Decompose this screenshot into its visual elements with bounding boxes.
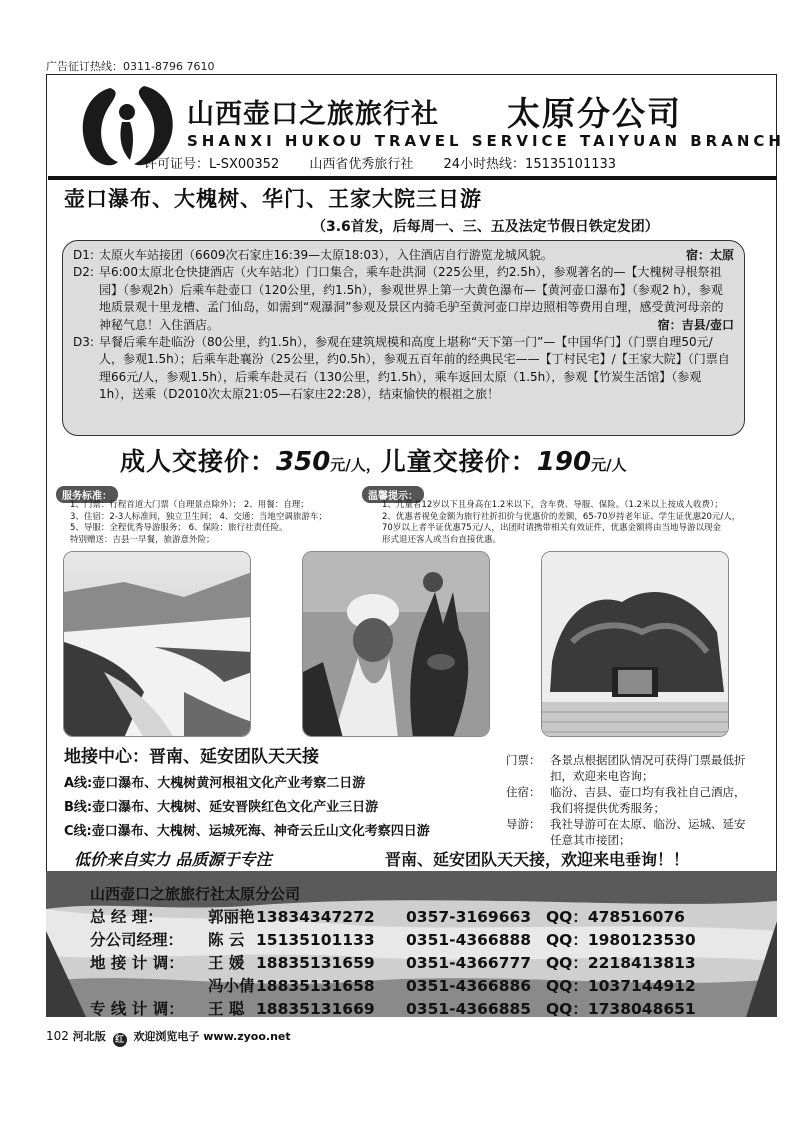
local-info	[506, 752, 756, 848]
page-footer	[46, 1028, 291, 1047]
child-price-label: 儿童交接价：	[380, 447, 537, 476]
header-rule	[48, 176, 777, 180]
day-stay: 宿：太原	[685, 248, 734, 262]
child-price-value: 190	[536, 447, 592, 477]
contact-phone: 0357-3169663	[406, 908, 532, 926]
info-key: 住宿：	[506, 785, 541, 799]
warm-tips	[382, 500, 752, 546]
contact-role: 分公司经理：	[90, 931, 184, 949]
local-center-title: 地接中心：晋南、延安团队天天接	[64, 747, 319, 767]
itinerary-box	[62, 240, 745, 436]
service-tag: 服务标准：	[56, 486, 118, 503]
contact-phone: 0351-4366886	[406, 977, 532, 995]
elder-donkey-photo	[302, 551, 490, 737]
itinerary-day	[73, 247, 734, 264]
contact-panel	[46, 871, 777, 1017]
info-value: 我社导游可在太原、临汾、运城、延安任意其市接团；	[550, 817, 746, 847]
info-key: 门票：	[506, 753, 541, 767]
branch-name-cn: 太原分公司	[507, 94, 682, 133]
contact-company: 山西壶口之旅旅行社太原分公司	[90, 885, 301, 903]
honor-text: 山西省优秀旅行社	[309, 157, 414, 172]
day-stay: 宿：吉县/壶口	[657, 317, 734, 332]
magazine-logo-icon: 红	[113, 1033, 127, 1047]
day-label: D3:	[73, 335, 94, 350]
tips-line: 1、儿童者12岁以下且身高在1.2米以下，含车费、导服、保险。（1.2米以上按成人收费）；	[382, 500, 723, 510]
slogan-left: 低价来自实力 品质源于专注	[74, 850, 272, 869]
itinerary-day	[73, 264, 734, 334]
contact-qq: QQ：478516076	[546, 908, 685, 926]
contact-row	[90, 998, 696, 1017]
info-row	[506, 816, 756, 848]
contact-name: 郭丽艳	[208, 908, 255, 926]
service-standards	[70, 500, 360, 546]
service-line: 3、住宿：2-3人标准间，独立卫生间； 4、交通：当地空调旅游车；	[70, 511, 327, 522]
info-key: 导游：	[506, 817, 541, 831]
tips-line: 70岁以上者半证优惠75元/人，出团时请携带相关有效证件，优惠金额将由当地导游以现金	[382, 523, 721, 533]
contact-row	[90, 975, 696, 998]
tour-title: 壶口瀑布、大槐树、华门、王家大院三日游	[64, 187, 482, 211]
service-line: 5、导服：全程优秀导游服务； 6、保险：旅行社责任险。	[70, 523, 288, 533]
tips-tag: 温馨提示：	[362, 486, 424, 503]
contact-mobile: 18835131658	[256, 977, 375, 995]
contact-name: 陈 云	[208, 931, 245, 949]
info-value: 临汾、吉县、壶口均有我社自己酒店，我们将提供优秀服务；	[550, 785, 746, 815]
page-number: 102	[46, 1029, 69, 1043]
contact-name: 王 聪	[208, 1000, 245, 1017]
tips-line: 形式退还客人或当台直接优惠。	[382, 534, 502, 545]
day-text: 太原火车站接团（6609次石家庄16:39—太原18:03），入住酒店自行游览龙城风貌。	[99, 248, 553, 262]
edition-label: 河北版	[72, 1030, 106, 1043]
info-value: 各景点根据团队情况可获得门票最低折扣，欢迎来电咨询；	[550, 753, 746, 783]
adult-price-value: 350	[276, 447, 331, 477]
tour-subtitle: （3.6首发，后每周一、三、五及法定节假日铁定发团）	[312, 219, 659, 235]
service-line: 特别赠送：吉县一早餐，旅游意外险；	[70, 534, 215, 545]
route-line: B线:壶口瀑布、大槐树、延安晋陕红色文化产业三日游	[64, 800, 379, 815]
contact-row	[90, 952, 696, 975]
contact-qq: QQ：2218413813	[546, 954, 696, 972]
contact-qq: QQ：1980123530	[546, 931, 696, 949]
welcome-text[interactable]: 欢迎浏览电子 www.zyoo.net	[133, 1030, 291, 1043]
contact-mobile: 18835131669	[256, 1000, 375, 1017]
contact-name: 冯小倩	[208, 977, 255, 995]
contact-mobile: 13834347272	[256, 908, 375, 926]
waterfall-photo	[63, 551, 251, 737]
route-line: A线:壶口瀑布、大槐树黄河根祖文化产业考察二日游	[64, 776, 366, 791]
license-row	[144, 153, 642, 172]
day-label: D2:	[73, 265, 94, 280]
itinerary-day	[73, 334, 734, 404]
contact-mobile: 18835131659	[256, 954, 375, 972]
price-line	[120, 442, 720, 478]
info-row	[506, 752, 756, 784]
contact-role: 总 经 理：	[90, 908, 163, 926]
header	[62, 80, 785, 175]
contact-role: 专 线 计 调：	[90, 1000, 184, 1017]
adult-price-label: 成人交接价：	[120, 447, 277, 476]
license-number: 许可证号：L-SX00352	[144, 157, 280, 172]
ad-hotline: 广告征订热线：0311-8796 7610	[46, 60, 215, 73]
adult-price-unit: 元/人，	[330, 456, 381, 474]
day-text: 早6:00太原北仓快捷酒店（火车站北）门口集合，乘车赴洪洞（225公里，约2.5h），参观著名的—【大槐树寻根祭祖园】（参观2h）后乘车赴壶口（120公里，约1.5h），参观世界上第一大黄色瀑布—【黄河壶口瀑布】（参观2 h），参观地质景观十里龙槽、孟门仙岛，如需到“观瀑洞”参观及景区内骑毛驴至黄河壶口岸边照相等费用自理，感受黄河母亲的神秘气息！入住酒店。	[99, 265, 724, 332]
contact-qq: QQ：1738048651	[546, 1000, 696, 1017]
info-row	[506, 784, 756, 816]
contact-row	[90, 906, 685, 929]
contact-role: 地 接 计 调：	[90, 954, 184, 972]
gate-photo	[541, 551, 729, 737]
contact-phone: 0351-4366777	[406, 954, 532, 972]
contact-mobile: 15135101133	[256, 931, 375, 949]
day-label: D1:	[73, 248, 94, 262]
service-line: 1、门票：行程首道大门票（自理景点除外）； 2、用餐：自理；	[70, 500, 309, 510]
contact-name: 王 媛	[208, 954, 245, 972]
contact-row	[90, 929, 696, 952]
hotline-24h: 24小时热线：15135101133	[443, 157, 617, 172]
route-lines	[64, 772, 430, 844]
tips-line: 2、优惠者视免金额为旅行社折扣价与优惠价的差额，65-70岁持老年证、学生证优惠20元/人，	[382, 511, 741, 522]
contact-text	[90, 883, 696, 1017]
company-name-en: SHANXI HUKOU TRAVEL SERVICE TAIYUAN BRANCH	[187, 132, 785, 150]
contact-phone: 0351-4366885	[406, 1000, 532, 1017]
day-text: 早餐后乘车赴临汾（80公里，约1.5h），参观在建筑规模和高度上堪称“天下第一门”—【中国华门】（门票自理50元/人，参观1.5h）；后乘车赴襄汾（25公里，约0.5h），参观五百年前的经典民宅——【丁村民宅】/【王家大院】（门票自理66元/人，参观1.5h），后乘车赴灵石（130公里，约1.5h），乘车返回太原（1.5h），参观【竹炭生活馆】（参观1h），送乘（D2010次太原21:05—石家庄22:28），结束愉快的根祖之旅！	[99, 335, 730, 402]
contact-phone: 0351-4366888	[406, 931, 532, 949]
company-name-cn: 山西壶口之旅旅行社	[187, 99, 439, 130]
route-line: C线:壶口瀑布、大槐树、运城死海、神奇云丘山文化考察四日游	[64, 824, 430, 839]
contact-qq: QQ：1037144912	[546, 977, 696, 995]
child-price-unit: 元/人	[591, 456, 627, 474]
slogan-right: 晋南、延安团队天天接，欢迎来电垂询！！	[385, 850, 690, 869]
